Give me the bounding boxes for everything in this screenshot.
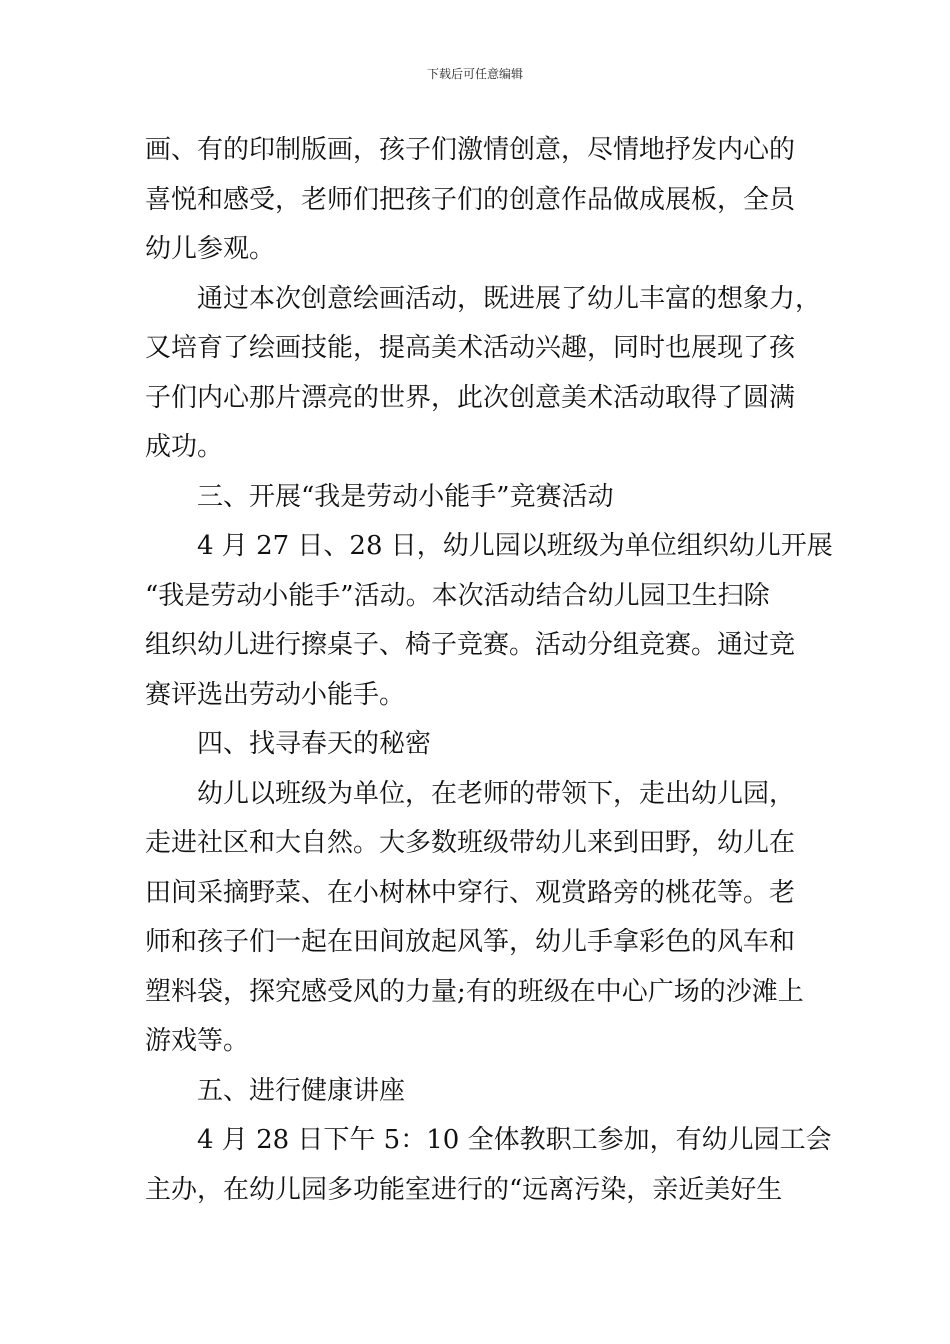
- paragraph-start-line: 通过本次创意绘画活动，既进展了幼儿丰富的想象力，: [197, 283, 822, 314]
- text-line: 组织幼儿进行擦桌子、椅子竞赛。活动分组竞赛。通过竞: [145, 630, 796, 660]
- text-line: 师和孩子们一起在田间放起风筝，幼儿手拿彩色的风车和: [145, 927, 796, 957]
- text-line: 游戏等。: [145, 1026, 250, 1056]
- text-line: 田间采摘野菜、在小树林中穿行、观赏路旁的桃花等。老: [145, 877, 796, 908]
- text-line: 塑料袋，探究感受风的力量;有的班级在中心广场的沙滩上: [145, 976, 804, 1007]
- text-line: “我是劳动小能手”活动。本次活动结合幼儿园卫生扫除: [145, 580, 770, 611]
- paragraph-start-line: 幼儿以班级为单位，在老师的带领下，走出幼儿园，: [197, 778, 796, 809]
- text-line: 子们内心那片漂亮的世界，此次创意美术活动取得了圆满: [145, 382, 796, 413]
- text-line: 主办，在幼儿园多功能室进行的“远离污染，亲近美好生: [145, 1174, 783, 1205]
- page-header: 下载后可任意编辑: [426, 67, 523, 81]
- section-heading: 四、找寻春天的秘密: [197, 729, 432, 759]
- section-heading: 五、进行健康讲座: [197, 1075, 406, 1106]
- paragraph-start-line: 4 月 28 日下午 5：10 全体教职工参加，有幼儿园工会: [197, 1125, 832, 1155]
- text-line: 走进社区和大自然。大多数班级带幼儿来到田野，幼儿在: [145, 828, 796, 858]
- text-line: 赛评选出劳动小能手。: [145, 679, 406, 710]
- text-line: 成功。: [145, 432, 224, 462]
- text-line: 幼儿参观。: [145, 234, 276, 264]
- section-heading: 三、开展“我是劳动小能手”竞赛活动: [197, 481, 614, 512]
- text-line: 喜悦和感受，老师们把孩子们的创意作品做成展板，全员: [145, 184, 796, 215]
- paragraph-start-line: 4 月 27 日、28 日，幼儿园以班级为单位组织幼儿开展: [197, 531, 833, 561]
- document-body: [145, 126, 833, 1215]
- text-line: 又培育了绘画技能，提高美术活动兴趣，同时也展现了孩: [145, 333, 796, 363]
- text-line: 画、有的印制版画，孩子们激情创意，尽情地抒发内心的: [145, 135, 796, 165]
